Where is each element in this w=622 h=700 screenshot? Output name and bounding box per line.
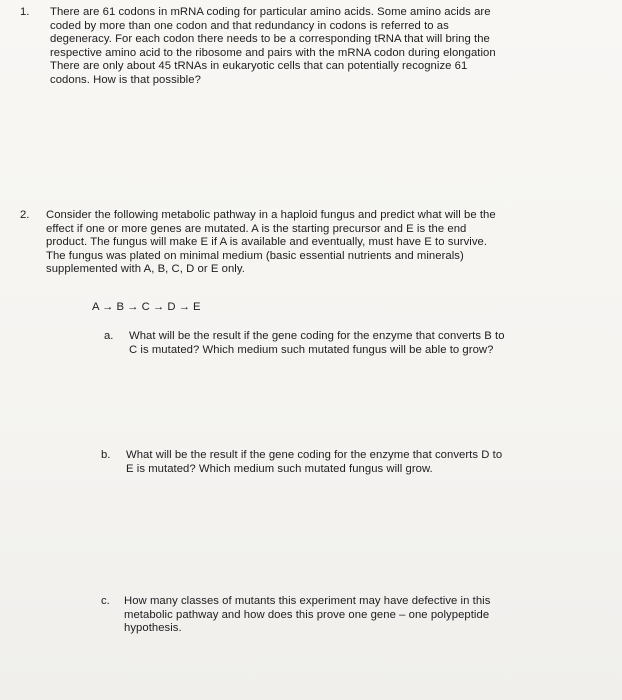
subquestion-b-text: [126, 449, 586, 476]
subquestion-a-line: What will be the result if the gene coding for the enzyme that converts B to: [129, 330, 505, 342]
question-2-number: 2.: [20, 209, 30, 221]
question-1-text: [50, 6, 570, 88]
question-2-line: supplemented with A, B, C, D or E only.: [46, 263, 245, 276]
question-2-text: [46, 209, 576, 277]
question-2-line: The fungus was plated on minimal medium (basic essential nutrients and minerals): [46, 249, 464, 262]
subquestion-c-label: c.: [101, 595, 110, 607]
subquestion-b-label: b.: [101, 449, 111, 461]
subquestion-c-line: metabolic pathway and how does this prove one gene – one polypeptide: [124, 608, 490, 621]
question-2-line: Consider the following metabolic pathway in a haploid fungus and predict what will be the: [46, 209, 496, 221]
question-2-line: effect if one or more genes are mutated. A is the starting precursor and E is the end: [46, 222, 467, 235]
subquestion-b-line: E is mutated? Which medium such mutated fungus will grow.: [126, 462, 433, 475]
subquestion-c-line: hypothesis.: [124, 622, 182, 635]
question-1-line: respective amino acid to the ribosome and pairs with the mRNA codon during elongation: [50, 46, 496, 59]
question-1-line: codons. How is that possible?: [50, 73, 201, 86]
subquestion-a-line: C is mutated? Which medium such mutated fungus will be able to grow?: [129, 343, 494, 356]
subquestion-a-text: [129, 330, 579, 357]
subquestion-a-label: a.: [104, 330, 114, 342]
question-1-line: degeneracy. For each codon there needs to be a corresponding tRNA that will bring the: [50, 33, 490, 46]
subquestion-c-text: [124, 595, 594, 636]
question-1-number: 1.: [20, 6, 30, 18]
metabolic-pathway: A → B → C → D → E: [92, 301, 201, 313]
question-2-line: product. The fungus will make E if A is available and eventually, must have E to survive.: [46, 236, 488, 249]
question-1-line: There are 61 codons in mRNA coding for particular amino acids. Some amino acids are: [50, 6, 491, 18]
subquestion-b-line: What will be the result if the gene coding for the enzyme that converts D to: [126, 449, 503, 461]
subquestion-c-line: How many classes of mutants this experiment may have defective in this: [124, 595, 491, 607]
question-1-line: There are only about 45 tRNAs in eukaryotic cells that can potentially recognize 61: [50, 60, 468, 73]
question-1-line: coded by more than one codon and that redundancy in codons is referred to as: [50, 19, 449, 32]
